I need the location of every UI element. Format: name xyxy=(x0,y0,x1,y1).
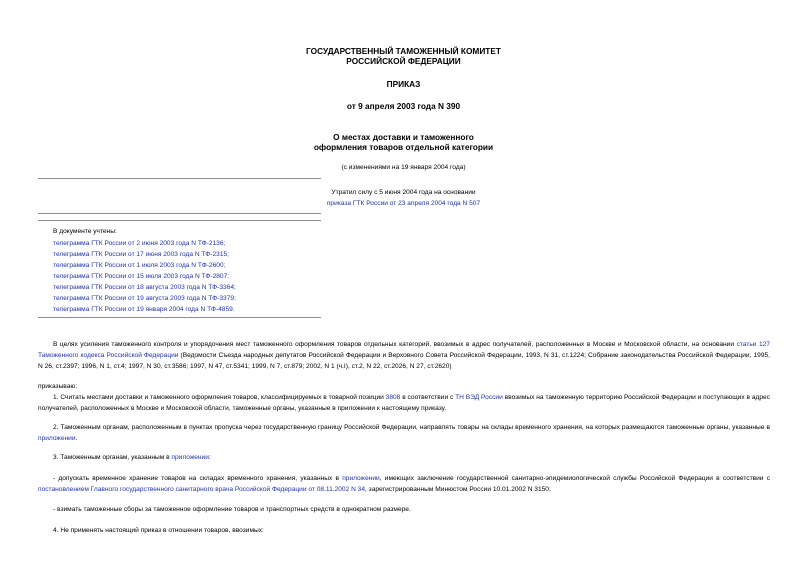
d1-text: , зарегистрированным Минюстом России 10.01.2002 N 3150; xyxy=(365,485,551,493)
separator-line xyxy=(38,178,321,179)
p2-text: 2. Таможенным органам, расположенным в пунктах пропуска через государственную границу Российской Федерации, направлять товары на склады временного хранения, на которых размещаются таможенные органы, указанные в xyxy=(53,424,770,431)
doc-title-line1: О местах доставки и таможенного xyxy=(333,132,474,142)
p2-text: . xyxy=(75,434,78,442)
code-3808-link[interactable]: 3808 xyxy=(385,394,401,401)
separator-line xyxy=(38,317,321,318)
update-link[interactable]: телеграмма ГТК России от 1 июля 2003 года N ТФ-2600; xyxy=(53,262,226,269)
update-link[interactable]: телеграмма ГТК России от 19 августа 2003 года N ТФ-3379; xyxy=(53,295,236,302)
update-link[interactable]: телеграмма ГТК России от 19 января 2004 года N ТФ-4859. xyxy=(53,306,235,313)
repeal-order-link[interactable]: приказа ГТК России от 23 апреля 2004 года N 507 xyxy=(326,200,481,207)
doc-title-line2: оформления товаров отдельной категории xyxy=(313,142,494,152)
org-name-line2: РОССИЙСКОЙ ФЕДЕРАЦИИ xyxy=(346,56,461,66)
intro-text: В целях усиления таможенного контроля и упорядочения мест таможенного оформления товаров отдельных категорий, ввозимых в адрес получателей, расположенных в Москве и Московской области, на основании xyxy=(53,341,737,348)
separator-line xyxy=(38,213,321,214)
update-link[interactable]: телеграмма ГТК России от 2 июня 2003 года N ТФ-2136; xyxy=(53,240,226,247)
intro-paragraph xyxy=(38,340,770,372)
d1-text: , имеющих заключение государственной санитарно-эпидемиологической службы Российской Федерации в соответствии с xyxy=(379,475,770,482)
intro-text: (Ведомости Съезда народных депутатов Российской Федерации и Верховного Совета Российской Федерации, 1993, N 31, ст.1224; Собрание законодательства Российской Федерации, 1995, N 26, ст.2397; 1996, N 1, ст.4; 1997, N 30, ст.3586; 1997, N 47, ст.5341; 1999, N 7, ст.879; 2002, N 1 (ч.I), ст.2, N 22, ст.2026, N 27, ст.2620) xyxy=(38,351,770,370)
separator-line xyxy=(38,220,321,221)
update-link[interactable]: телеграмма ГТК России от 18 августа 2003 года N ТФ-3364; xyxy=(53,284,236,291)
doc-date-number: от 9 апреля 2003 года N 390 xyxy=(346,101,461,111)
update-link[interactable]: телеграмма ГТК России от 15 июля 2003 года N ТФ-2807; xyxy=(53,273,230,280)
appendix-link[interactable]: приложении xyxy=(342,475,380,482)
appendix-link[interactable]: приложении xyxy=(38,434,76,442)
tk-article-link[interactable]: статьи 127 Таможенного кодекса Российской Федерации xyxy=(38,341,770,359)
tn-ved-link[interactable]: ТН ВЭД России xyxy=(455,394,503,401)
dash-item-2: - взимать таможенные сборы за таможенное оформление товаров и транспортных средств в однократном размере. xyxy=(53,506,411,513)
updates-list xyxy=(53,238,236,315)
order-word: приказываю: xyxy=(38,383,78,390)
p1-text: 1. Считать местами доставки и таможенного оформления товаров, классифицируемых в товарной позиции xyxy=(53,394,386,401)
doc-type: ПРИКАЗ xyxy=(386,79,421,89)
dash-item-1 xyxy=(38,474,770,496)
sanitary-resolution-link[interactable]: постановлением Главного государственного санитарного врача Российской Федерации от 08.11.2002 N 34 xyxy=(38,485,366,493)
changes-note: (с изменениями на 19 января 2004 года) xyxy=(341,164,466,171)
d1-text: - допускать временное хранение товаров на складах временного хранения, указанных в xyxy=(53,475,343,482)
p3-text: 3. Таможенным органам, указанным в xyxy=(53,454,172,461)
p1-text: ввозимых на таможенную территорию Российской Федерации и поступающих в адрес получателей, расположенных в Москве и Московской области, таможенные органы, указанные в приложении к настоящему приказу. xyxy=(38,394,771,412)
paragraph-2 xyxy=(38,423,770,445)
paragraph-1 xyxy=(38,393,770,415)
p1-text: в соответствии с xyxy=(400,394,456,401)
appendix-link[interactable]: приложении xyxy=(171,454,209,461)
p3-text: : xyxy=(208,454,211,461)
updates-heading: В документе учтены: xyxy=(53,228,117,235)
update-link[interactable]: телеграмма ГТК России от 17 июня 2003 года N ТФ-2315; xyxy=(53,251,230,258)
status-note: Утратил силу с 5 июня 2004 года на основании xyxy=(331,189,476,196)
paragraph-3 xyxy=(38,453,770,464)
paragraph-4: 4. Не применять настоящий приказ в отношении товаров, ввозимых: xyxy=(53,527,264,534)
org-name-line1: ГОСУДАРСТВЕННЫЙ ТАМОЖЕННЫЙ КОМИТЕТ xyxy=(306,46,501,56)
